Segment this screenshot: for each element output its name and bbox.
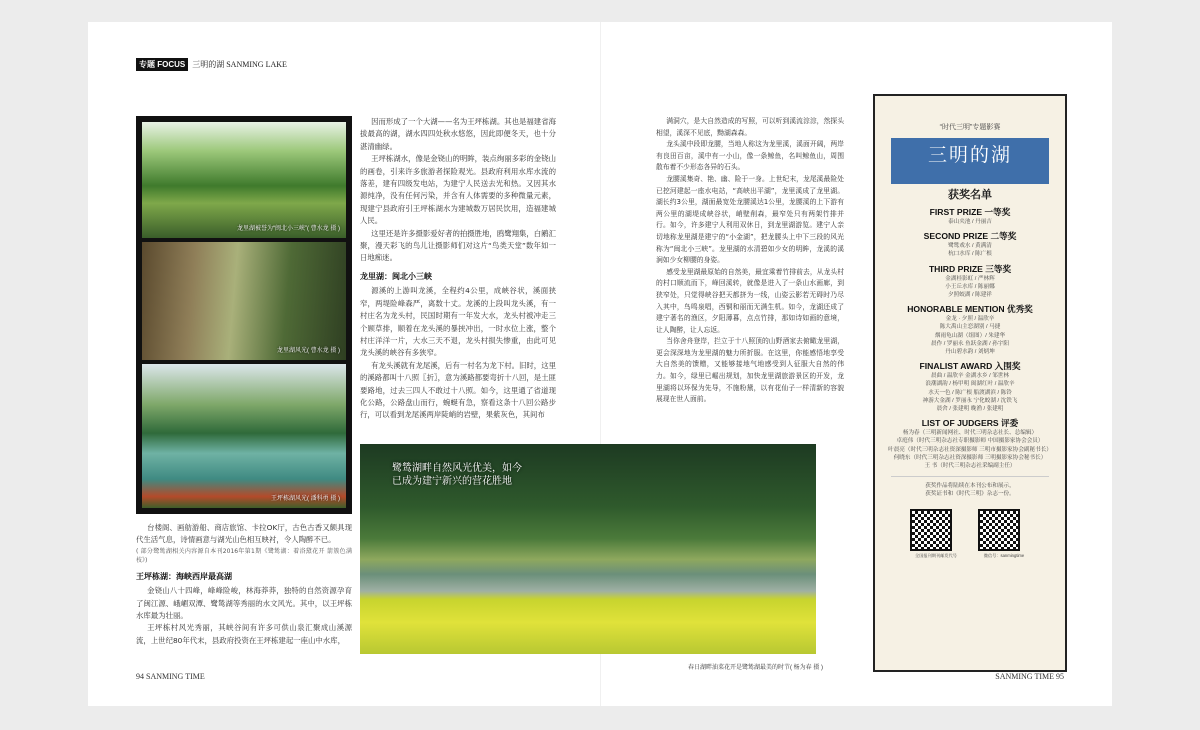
photo-caption: 王坪栋湖风光( 潘科勇 摄 ) (271, 496, 340, 502)
paragraph: 感受龙里湖最原始的自然美，最宜乘着竹排前去，从龙头村的村口顺流而下，峰回溪转，就像是进入了一条山水画廊，到狭窄处，只觉得峡谷把天都挤为一线，山姿云影若无碍时乃尽入其中，鸟鸣泉唱，西铜和丽而无满生机。如今，龙湖还成了建宁著名的渔区，夕阳薄暮，点点竹排，那如诗如画的意境，让人陶醉，让人忘返。 (656, 267, 844, 334)
section-title: 三明的湖 SANMING LAKE (192, 60, 287, 69)
award-title: LIST OF JUDGERS 评委 (921, 418, 1019, 429)
award-winner: 丹山碧水韵 / 刘炳坤 (945, 349, 995, 356)
paragraph: 台楼阁、画舫游船、商店旅馆、卡拉OK厅，古色古香又颇具现代生活气息，诗情画意与湖光山色相互映衬，令人陶醉不已。 (136, 523, 352, 545)
qr-block (978, 509, 1030, 559)
qr-caption: 全国报刊期刊邮发代号 (915, 552, 957, 558)
lake-landscape-photo (360, 444, 816, 654)
award-winner: 陈大禹山主恋湖别 / 马捷 (939, 324, 1001, 331)
award-winner: 浪潮湖韵 / 杨甲明 闽湖红叶 / 温欣辛 (925, 381, 1015, 388)
paragraph: 源溪的上游叫龙溪，全程约4公里，成峡谷状，溪面狭窄，两堤险峰森严，离数十丈。龙溪的上段叫龙头溪，有一村庄名为龙头村，民国时期有一年发大水，龙头村被冲走三个顾草排，顺着在龙头溪的暴挟冲出，一时水位上涨，整个村庄洋洋一片，大水三天不退，龙头村损失惨重，由此可见龙头溪的峡谷有多狭窄。 (360, 286, 556, 358)
award-winner: 金龙 · 夕照 / 温欣辛 (945, 316, 995, 323)
subheading: 龙里湖：闽北小三峡 (360, 271, 432, 281)
award-winner: 杨为春（三明新闻网社、时代三明杂志社长、总编辑） (902, 430, 1038, 437)
award-winner: 何晓东（时代三明杂志社资深摄影师 三明摄影家协会秘书长） (893, 454, 1047, 461)
section-header (136, 58, 287, 71)
footer-line: 获奖证书和《时代三明》杂志一份。 (925, 491, 1015, 498)
award-winner: 小王丘水库 / 陈丽娜 (945, 283, 995, 290)
paragraph: 当你舍舟登岸，拦立于十八照顶的山野酒家去俯瞰龙里湖，更会深深地为龙里湖的魅力所折服。在这里，你能感悟地享受大自然美的馈赠，又能够接地气地感受到人征服大自然的伟力。如今，绿里已崛出规划，加快龙里湖旅游景区的开发，龙里湖将以环保为先导，不施粉黛，以有花仙子一样清新的容貌展现在世人面前。 (656, 337, 844, 404)
photo-stack (136, 116, 352, 514)
qr-block (910, 509, 962, 559)
folio-right: SANMING TIME 95 (995, 672, 1064, 681)
award-winner: 鹭鸶戏水 / 黄满清 (948, 243, 992, 250)
paragraph: 这里还是许多摄影爱好者的拍摄胜地，鸥鹭翔集，白鹇汇聚，漫天彩飞的鸟儿让摄影师们对这片“鸟类天堂”数年如一日地痴迷。 (360, 228, 556, 263)
lake-photo-2 (142, 242, 346, 360)
source-note: ( 部分鹭鸶湖相关内容源自本刊2016年第1期《鹭鸶湖：着浴黛花开 箭簇色满枝》) (136, 547, 352, 564)
magazine-spread (88, 22, 1112, 706)
award-title: FINALIST AWARD 入围奖 (919, 361, 1021, 372)
qr-caption: 微信号：sanmingtime (983, 552, 1025, 558)
award-title: FIRST PRIZE 一等奖 (929, 207, 1011, 217)
qr-code-icon (910, 509, 952, 551)
award-sections (875, 206, 1065, 470)
sidebar-banner (891, 138, 1049, 184)
footer-line: 获奖作品将陆续在本刊公布和展示， (925, 483, 1015, 490)
qr-code-icon (978, 509, 1020, 551)
award-winner: 金湖桂影虹 / 严林辉 (945, 275, 995, 282)
photo-caption: 龙里湖被誉为“闽北小三峡”( 曹水龙 摄 ) (237, 226, 340, 232)
photo-caption: 龙里湖风光( 曹水龙 摄 ) (277, 348, 340, 354)
banner-title: 三明的湖 (927, 144, 1012, 166)
paragraph: 龙腰溪集奇、艳、幽、险于一身。上世纪末，龙尾溪最险处已挖河建起一座水电站，“高峡出平湖”，龙里溪成了龙里湖。湖长约3公里，湖面最宽处龙腰溪达1公里，龙腰溪的上下游有两公里的湖堤成峡谷状，峭壁削森，最窄处只有两架竹排并行。如今，许多建宁人利用双休日，到龙里湖游览。建宁人亲切地称龙里湖是建宁的“小金湖”，把龙腰头上中下三段的风光称为“闽北小三峡”。龙里湖的水清碧如少女的明眸，龙溪的溪涧如少女柳腰的身姿。 (656, 174, 844, 265)
award-winner: 泰山夹池 / 丹丽吉 (948, 219, 992, 225)
qr-codes (875, 509, 1065, 559)
article-column-1 (136, 522, 352, 647)
paragraph: 金铙山八十四峰，峰峰险峻，林海莽莽，独特的自然资源孕育了闽江源、峨嵋双潭、鹭鸶湖等秀丽的水文风光。其中，以王坪栋水库最为壮丽。 (136, 586, 352, 621)
paragraph: 王坪栋村风光秀丽，其峡谷间有许多可供山泉汇聚成山溪源流，上世纪80年代末，县政府投资在王坪栋建起一座山中水库， (136, 623, 352, 645)
award-title: SECOND PRIZE 二等奖 (923, 231, 1017, 242)
award-winner: 晨舍 / 张建明 晚渔 / 张建明 (936, 406, 1004, 413)
lake-photo-3 (142, 364, 346, 508)
award-winner: 叶晨亮（时代三明杂志社资深摄影师 三明市摄影家协会副秘书长） (888, 446, 1052, 453)
paragraph: 有龙头溪就有龙尾溪，后有一村名为龙下村。旧时，这里的溪路都叫十八照〖折〗，意为溪路都要弯折十八回，是土匪要路地，过去三四人不敢过十八照。如今，这里通了省道现化公路，公路盘山而行，蜿蜒有急，察看这条十八回公路步行，可以看到龙尾溪两岸陡峭的岩壁，果紫灰色，其间布 (360, 360, 556, 420)
award-winner: 水天一色 / 陈广根 船渡湖滨 / 陈铃 (928, 389, 1012, 396)
paragraph: 因而形成了一个大湖——名为王坪栋湖。其也是福建省海拔最高的湖，湖水四四处秋水悠悠，因此即便冬天，也十分湛清幽绿。 (360, 117, 556, 151)
award-title: THIRD PRIZE 三等奖 (928, 263, 1012, 274)
award-winner: 夕照蛟湖 / 陈建祥 (948, 292, 992, 299)
banner-subtitle: 获奖名单 (948, 188, 992, 201)
sidebar-kicker: “时代三明”专题影赛 (939, 124, 1001, 131)
paragraph: 龙头溪中段即龙腰，当地人称这为龙里溪，溪面开阔，两岸有良田百亩，溪中有一小山，像一条鲸鱼，名叫鲸鱼山，周围散布着不少形态各异的石头。 (656, 140, 844, 172)
award-winner: 晨作 / 罗丽永 鱼跃金湖 / 孙宇阳 (930, 340, 1009, 347)
big-photo-caption: 春日湖畔油菜花开是鹭鸶湖最美的时节( 杨为春 摄 ) (688, 665, 823, 671)
focus-tag: 专题 FOCUS (136, 58, 188, 71)
pull-quote-line: 鹭鸶湖畔自然风光优美，如今 (392, 463, 522, 474)
award-title: HONORABLE MENTION 优秀奖 (907, 304, 1033, 315)
award-winner: 杭口水库 / 陈广根 (948, 251, 992, 258)
article-column-2 (360, 116, 556, 422)
lake-photo-1 (142, 122, 346, 238)
sidebar-footer (891, 476, 1049, 498)
folio-left: 94 SANMING TIME (136, 672, 205, 681)
award-winner: 晨曲 / 温欣辛 金湖水乡 / 邹世林 (930, 373, 1009, 380)
awards-sidebar (873, 94, 1067, 672)
award-winner: 神游大金湖 / 罗丽永 宁化蛟湖 / 沈铁飞 (922, 397, 1018, 404)
subheading: 王坪栋湖：海峡西岸最高湖 (136, 571, 232, 581)
paragraph: 满洞穴，是大自然造成的写照，可以听到溪流淙淙，然探头相望，溪深不见底，黝湖森森。 (656, 117, 844, 137)
article-column-3 (656, 116, 844, 406)
award-winner: 烟雨龟山湖（组图）/ 朱建华 (934, 332, 1006, 339)
photo-pull-quote (392, 462, 522, 488)
paragraph: 王坪栋湖水，像是金铙山的明眸，装点绚丽多彩的金铙山的画卷，引来许多旅游者探险观光。县政府利用水库水流的落差，建有四级发电站，为建宁人民送去光和热。又因其水源纯净，没有任何污染，并含有人体需要的多种微量元素，现建宁县政府引王坪栋湖水为建城数万居民饮用，造福建城人民。 (360, 154, 556, 226)
award-winner: 卓庭伟（时代三明杂志社专职摄影师 中国摄影家协会会员） (896, 438, 1044, 445)
award-winner: 王 书（时代三明杂志社采编副主任） (924, 463, 1016, 470)
pull-quote-line: 已成为建宁新兴的营花胜地 (392, 476, 512, 487)
